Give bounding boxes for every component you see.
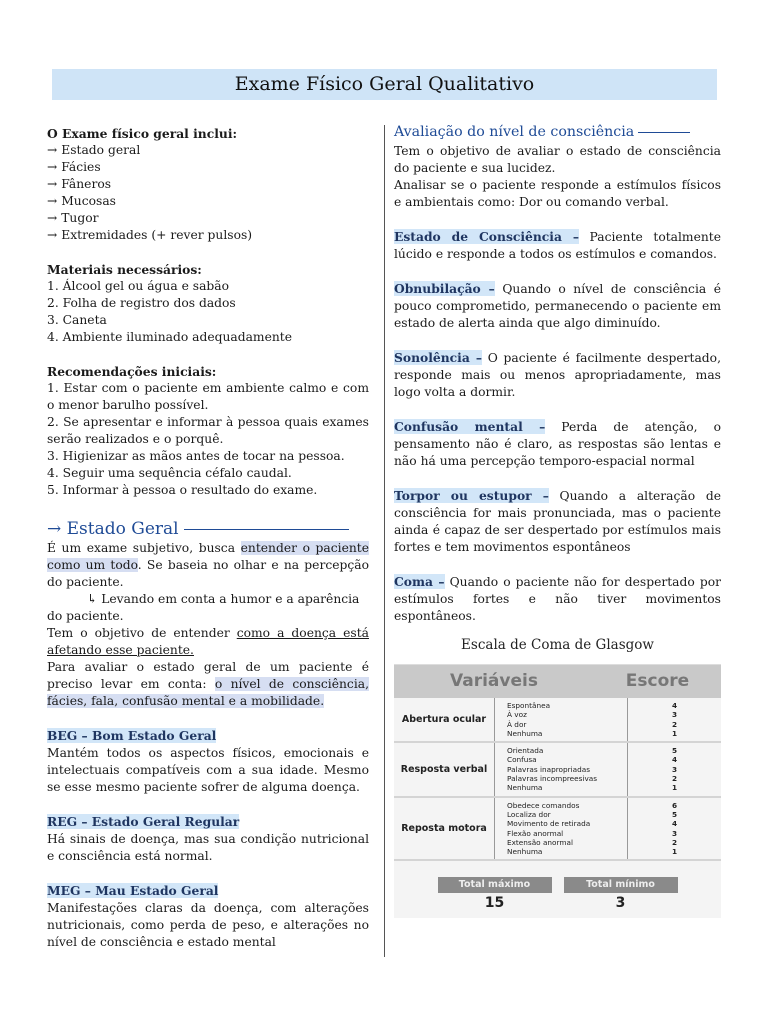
variable-name: Abertura ocular bbox=[394, 698, 495, 741]
option-item: Nenhuma bbox=[507, 847, 543, 857]
consciencia-heading-text: Avaliação do nível de consciência bbox=[394, 124, 635, 140]
heading-rule bbox=[638, 132, 690, 133]
reg-term: REG – Estado Geral Regular bbox=[47, 814, 240, 829]
page-title: Exame Físico Geral Qualitativo bbox=[52, 69, 717, 100]
list-item: 3. Caneta bbox=[47, 313, 107, 327]
left-column bbox=[47, 125, 369, 951]
variable-name: Resposta verbal bbox=[394, 743, 495, 795]
table-row bbox=[394, 698, 721, 743]
recs-list bbox=[47, 380, 369, 499]
option-item: À voz bbox=[507, 710, 527, 720]
total-min bbox=[564, 877, 678, 912]
score-item: 4 bbox=[671, 701, 678, 710]
consciencia-heading bbox=[394, 121, 721, 143]
list-item: → Estado geral bbox=[47, 143, 141, 157]
text-span: . Se baseia no olhar e na percepção do paciente. bbox=[47, 558, 369, 589]
score-item: 6 bbox=[671, 800, 678, 810]
score-list bbox=[627, 743, 721, 795]
score-list bbox=[627, 798, 721, 860]
meg-title bbox=[47, 882, 369, 900]
totals bbox=[394, 861, 721, 918]
consciencia-item bbox=[394, 228, 721, 263]
score-item: 1 bbox=[671, 783, 678, 793]
estado-geral-p1 bbox=[47, 540, 369, 591]
text-span: Tem o objetivo de entender bbox=[47, 626, 237, 640]
consciencia-item bbox=[394, 573, 721, 625]
consciencia-item bbox=[394, 418, 721, 470]
score-item: 1 bbox=[671, 847, 678, 857]
estado-geral-p3 bbox=[47, 625, 369, 659]
score-item: 5 bbox=[671, 746, 678, 756]
list-item: 2. Se apresentar e informar à pessoa quais exames serão realizados e o porquê. bbox=[47, 415, 369, 446]
option-item: Palavras inapropriadas bbox=[507, 764, 591, 774]
list-item: → Tugor bbox=[47, 211, 99, 225]
estado-geral-heading bbox=[47, 518, 369, 540]
option-list bbox=[495, 743, 627, 795]
total-max-label: Total máximo bbox=[438, 877, 552, 893]
total-max-value: 15 bbox=[484, 895, 505, 912]
option-item: Localiza dor bbox=[507, 809, 551, 819]
item-text: Perda de atenção, o pensamento não é claro, as respostas são lentas e não há uma percepção temporo-espacial normal bbox=[394, 420, 721, 468]
item-term: Torpor ou estupor – bbox=[394, 488, 549, 503]
option-item: Flexão anormal bbox=[507, 828, 564, 838]
option-item: À dor bbox=[507, 719, 527, 729]
list-item: 5. Informar à pessoa o resultado do exame. bbox=[47, 483, 318, 497]
consciencia-item bbox=[394, 349, 721, 401]
materials-list bbox=[47, 278, 369, 346]
estado-geral-heading-text: → Estado Geral bbox=[47, 519, 179, 539]
list-item: → Mucosas bbox=[47, 194, 116, 208]
gcs-title: Escala de Coma de Glasgow bbox=[461, 637, 654, 653]
right-column bbox=[394, 125, 721, 918]
item-term: Obnubilação – bbox=[394, 281, 495, 296]
score-item: 3 bbox=[671, 710, 678, 720]
total-max bbox=[438, 877, 552, 912]
intro-1: Tem o objetivo de avaliar o estado de consciência do paciente e sua lucidez. bbox=[394, 144, 721, 175]
highlight-span: o nível de consciência, fácies, fala, confusão mental e a mobilidade. bbox=[47, 677, 369, 708]
table-row bbox=[394, 798, 721, 862]
estado-geral-p4 bbox=[47, 659, 369, 710]
score-item: 3 bbox=[671, 828, 678, 838]
recs-title: Recomendações iniciais: bbox=[47, 364, 217, 379]
score-list bbox=[627, 698, 721, 741]
variable-name: Reposta motora bbox=[394, 798, 495, 860]
materials-title: Materiais necessários: bbox=[47, 262, 202, 277]
item-text: Paciente totalmente lúcido e responde a todos os estímulos e comandos. bbox=[394, 230, 721, 261]
score-item: 2 bbox=[671, 837, 678, 847]
list-item: 1. Estar com o paciente em ambiente calmo e com o menor barulho possível. bbox=[47, 381, 369, 412]
meg-text: Manifestações claras da doença, com alterações nutricionais, como perda de peso, e alterações no nível de consciência e estado mental bbox=[47, 901, 369, 949]
list-item: 4. Ambiente iluminado adequadamente bbox=[47, 330, 293, 344]
table-body bbox=[394, 698, 721, 861]
option-item: Palavras incompreesivas bbox=[507, 774, 598, 784]
includes-title: O Exame físico geral inclui: bbox=[47, 126, 238, 141]
item-text: Quando o paciente não for despertado por estímulos fortes e não tiver movimentos espontâneos. bbox=[394, 575, 721, 623]
meg-term: MEG – Mau Estado Geral bbox=[47, 883, 219, 898]
option-item: Espontânea bbox=[507, 701, 551, 710]
option-item: Orientada bbox=[507, 746, 544, 756]
score-item: 2 bbox=[671, 719, 678, 729]
beg-text: Mantém todos os aspectos físicos, emocionais e intelectuais compatíveis com a sua idade. Mesmo se esse mesmo paciente sofrer de alguma doença. bbox=[47, 746, 369, 794]
item-term: Estado de Consciência – bbox=[394, 229, 579, 244]
text-span: É um exame subjetivo, busca bbox=[47, 541, 241, 555]
list-item: 4. Seguir uma sequência céfalo caudal. bbox=[47, 466, 292, 480]
table-header bbox=[394, 665, 721, 698]
text-span: Para avaliar o estado geral de um paciente é preciso levar em conta: bbox=[47, 660, 369, 691]
underline-span: como a doença está afetando esse paciente. bbox=[47, 626, 369, 657]
includes-list bbox=[47, 142, 369, 244]
item-text: O paciente é facilmente despertado, responde mais ou menos apropriadamente, mas logo volta a dormir. bbox=[394, 351, 721, 399]
beg-term: BEG – Bom Estado Geral bbox=[47, 728, 217, 743]
score-item: 4 bbox=[671, 819, 678, 829]
option-list bbox=[495, 698, 627, 741]
option-item: Nenhuma bbox=[507, 783, 543, 793]
total-min-value: 3 bbox=[615, 895, 626, 912]
consciencia-item bbox=[394, 280, 721, 332]
table-row bbox=[394, 743, 721, 797]
option-item: Nenhuma bbox=[507, 728, 543, 738]
list-item: 2. Folha de registro dos dados bbox=[47, 296, 236, 310]
consciencia-item bbox=[394, 487, 721, 556]
option-item: Confusa bbox=[507, 755, 537, 765]
score-item: 1 bbox=[671, 728, 678, 738]
item-term: Sonolência – bbox=[394, 350, 483, 365]
item-term: Confusão mental – bbox=[394, 419, 546, 434]
total-min-label: Total mínimo bbox=[564, 877, 678, 893]
item-text: Quando o nível de consciência é pouco comprometido, permanecendo o paciente em estado de alerta ainda que algo diminuído. bbox=[394, 282, 722, 330]
score-item: 2 bbox=[671, 774, 678, 784]
score-item: 3 bbox=[671, 764, 678, 774]
list-item: 1. Álcool gel ou água e sabão bbox=[47, 279, 230, 293]
beg-title bbox=[47, 727, 369, 745]
reg-text: Há sinais de doença, mas sua condição nutricional e consciência está normal. bbox=[47, 832, 369, 863]
score-item: 4 bbox=[671, 755, 678, 765]
estado-geral-p2: ↳ Levando em conta a humor e a aparência do paciente. bbox=[47, 592, 360, 623]
list-item: → Fâneros bbox=[47, 177, 112, 191]
intro-2: Analisar se o paciente responde a estímulos físicos e ambientais como: Dor ou comando verbal. bbox=[394, 178, 721, 209]
column-divider bbox=[384, 125, 385, 957]
list-item: 3. Higienizar as mãos antes de tocar na pessoa. bbox=[47, 449, 345, 463]
heading-rule bbox=[184, 529, 349, 530]
list-item: → Extremidades (+ rever pulsos) bbox=[47, 228, 253, 242]
option-item: Extensão anormal bbox=[507, 837, 573, 847]
score-item: 5 bbox=[671, 809, 678, 819]
header-escore: Escore bbox=[625, 671, 690, 691]
item-term: Coma – bbox=[394, 574, 445, 589]
option-item: Movimento de retirada bbox=[507, 819, 591, 829]
option-item: Obedece comandos bbox=[507, 800, 580, 810]
highlight-span: entender o paciente como um todo bbox=[47, 541, 370, 572]
option-list bbox=[495, 798, 627, 860]
item-text: Quando a alteração de consciência for mais pronunciada, mas o paciente ainda é capaz de ser despertado por estímulos mais fortes e tem movimentos espontâneos bbox=[394, 489, 721, 554]
list-item: → Fácies bbox=[47, 160, 101, 174]
header-variaveis: Variáveis bbox=[450, 671, 538, 691]
glasgow-table bbox=[394, 664, 721, 918]
reg-title bbox=[47, 813, 369, 831]
